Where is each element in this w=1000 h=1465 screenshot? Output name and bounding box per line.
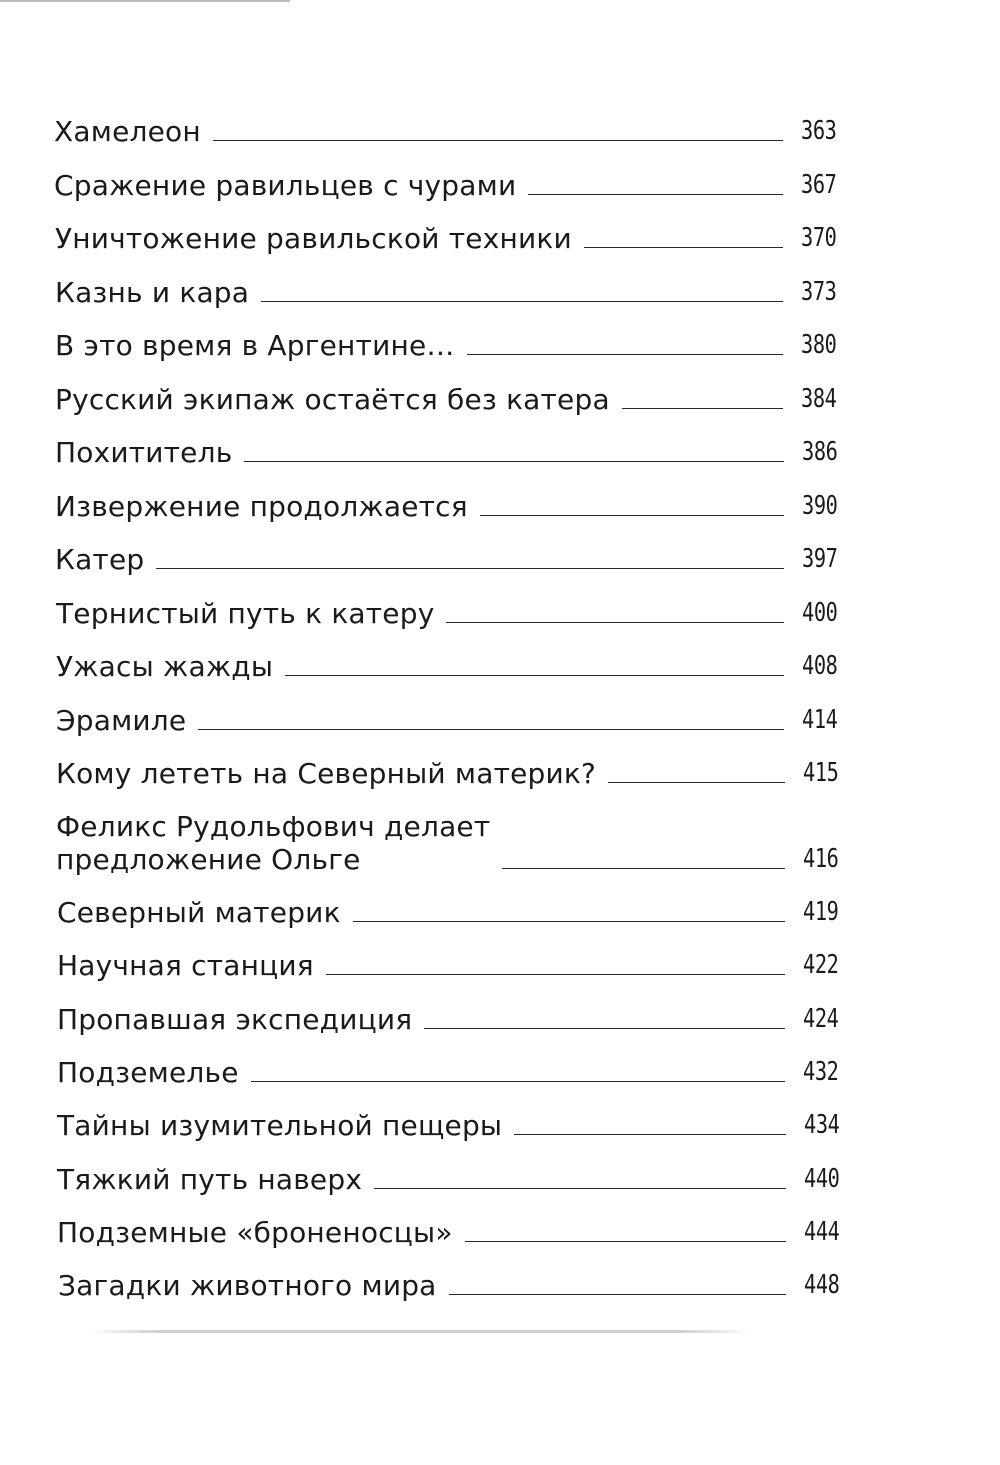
toc-entry-title: Тайны изумительной пещеры: [57, 1109, 503, 1142]
toc-entry-title: Уничтожение равильской техники: [55, 222, 572, 255]
toc-entry-page: 384: [800, 384, 836, 414]
dot-leader: [467, 354, 783, 355]
toc-entry-title: Тяжкий путь наверх: [57, 1163, 363, 1196]
dot-leader: [424, 1028, 784, 1029]
toc-entry[interactable]: [56, 806, 838, 876]
toc-entry-page: 422: [802, 950, 838, 980]
toc-entry[interactable]: [55, 380, 836, 416]
toc-entry-title: Хамелеон: [54, 115, 201, 148]
toc-entry[interactable]: [54, 166, 836, 202]
dot-leader: [502, 868, 784, 869]
toc-entry-title: Ужасы жажды: [56, 650, 274, 683]
toc-entry-title: Научная станция: [57, 949, 314, 982]
dot-leader: [213, 140, 783, 141]
toc-entry[interactable]: [58, 1266, 839, 1302]
dot-leader: [449, 1294, 786, 1295]
dot-leader: [251, 1081, 785, 1082]
dot-leader: [480, 515, 784, 516]
toc-entry[interactable]: [55, 326, 836, 362]
dot-leader: [353, 921, 785, 922]
toc-entry[interactable]: [57, 1160, 839, 1196]
toc-entry-title: Подземелье: [57, 1056, 239, 1089]
toc-entry-title: Катер: [55, 543, 145, 576]
toc-entry[interactable]: [56, 701, 837, 737]
dot-leader: [622, 408, 783, 409]
toc-entry-page: 414: [801, 705, 837, 735]
toc-entry[interactable]: [56, 594, 837, 630]
toc-entry-page: 424: [802, 1004, 838, 1034]
toc-entry[interactable]: [57, 1213, 839, 1249]
dot-leader: [584, 247, 783, 248]
toc-entry-page: 408: [801, 651, 837, 681]
toc-entry-title: Подземные «броненосцы»: [57, 1216, 453, 1249]
toc-entry-title: Загадки животного мира: [58, 1269, 437, 1302]
toc-entry-title: Извержение продолжается: [55, 490, 468, 523]
toc-entry[interactable]: [56, 754, 838, 790]
toc-entry-page: 363: [800, 116, 836, 146]
toc-entry-title: Эрамиле: [56, 704, 187, 737]
toc-entry[interactable]: [56, 647, 837, 683]
toc-entry-page: 380: [800, 330, 836, 360]
toc-entry-page: 440: [803, 1164, 839, 1194]
dot-leader: [528, 194, 782, 195]
dot-leader: [374, 1188, 785, 1189]
toc-entry-page: 370: [800, 223, 836, 253]
toc-entry-page: 400: [801, 598, 837, 628]
toc-entry-page: 397: [801, 544, 837, 574]
toc-entry-page: 448: [803, 1270, 839, 1300]
toc-entry[interactable]: [55, 540, 837, 576]
scan-smudge: [90, 1330, 750, 1333]
toc-entry-page: 419: [802, 897, 838, 927]
toc-entry[interactable]: [57, 1000, 838, 1036]
toc-entry[interactable]: [55, 487, 837, 523]
toc-entry-title: Северный материк: [57, 896, 341, 929]
toc-entry[interactable]: [55, 273, 836, 309]
dot-leader: [198, 729, 783, 730]
toc-entry-title: Сражение равильцев с чурами: [54, 169, 517, 202]
toc-entry[interactable]: [55, 433, 837, 469]
dot-leader: [446, 622, 783, 623]
toc-entry[interactable]: [55, 219, 836, 255]
toc-entry-page: 415: [802, 758, 838, 788]
dot-leader: [261, 301, 782, 302]
toc-entry-title: В это время в Аргентине…: [55, 329, 455, 362]
toc-entry-title: Пропавшая экспедиция: [57, 1003, 413, 1036]
dot-leader: [285, 675, 783, 676]
dot-leader: [244, 461, 783, 462]
dot-leader: [608, 782, 784, 783]
toc-entry-page: 390: [801, 491, 837, 521]
dot-leader: [514, 1134, 785, 1135]
toc-entry[interactable]: [57, 946, 838, 982]
toc-entry-page: 444: [803, 1217, 839, 1247]
dot-leader: [156, 568, 783, 569]
toc-entry[interactable]: [57, 893, 838, 929]
toc-entry-page: 432: [802, 1057, 838, 1087]
toc-entry-title: Похититель: [55, 436, 233, 469]
toc-entry[interactable]: [54, 112, 836, 148]
toc-entry-page: 373: [800, 277, 836, 307]
toc-entry[interactable]: [57, 1106, 839, 1142]
toc-entry-title: Феликс Рудольфович делает предложение Ольге: [56, 810, 491, 876]
toc-entry-title: Тернистый путь к катеру: [56, 597, 435, 630]
toc-entry-title: Кому лететь на Северный материк?: [56, 757, 597, 790]
toc-entry-page: 367: [800, 170, 836, 200]
dot-leader: [326, 974, 785, 975]
toc-entry-title: Казнь и кара: [55, 276, 250, 309]
toc-entry-title: Русский экипаж остаётся без катера: [55, 383, 610, 416]
dot-leader: [465, 1241, 786, 1242]
toc-entry-page: 416: [802, 844, 838, 874]
toc-entry[interactable]: [57, 1053, 838, 1089]
toc-entry-page: 386: [801, 437, 837, 467]
toc-entry-page: 434: [803, 1110, 839, 1140]
